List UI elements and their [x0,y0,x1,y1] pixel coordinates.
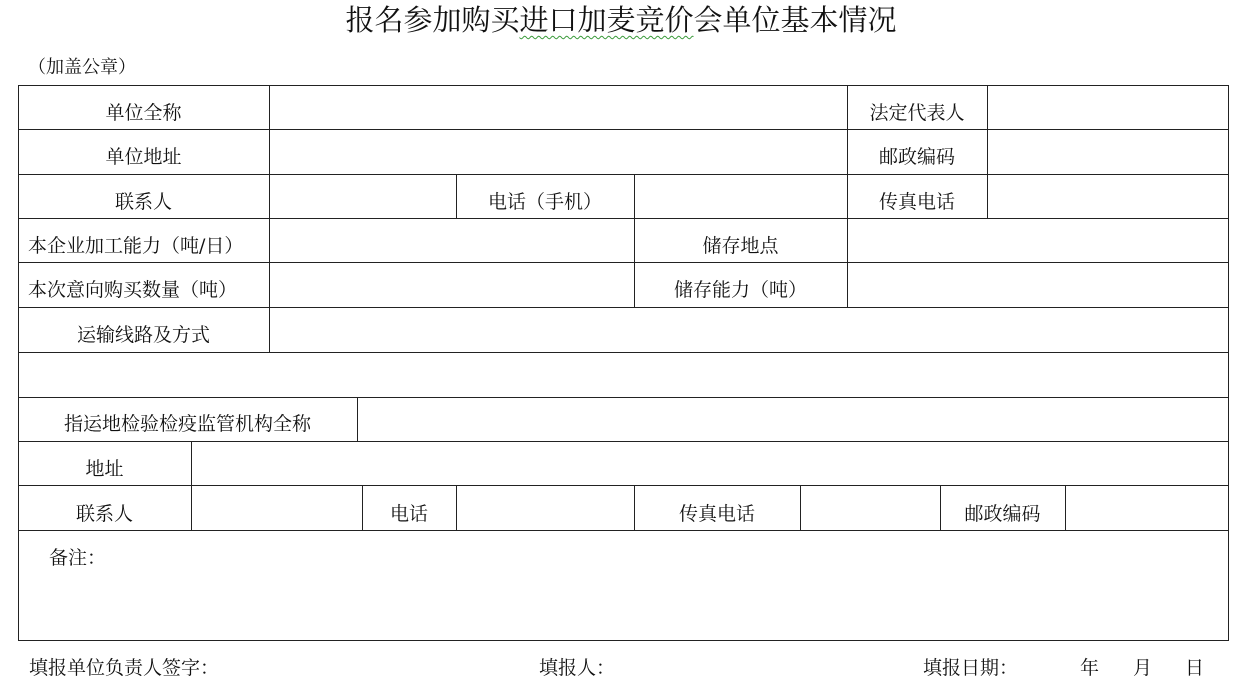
purchase-quantity-field[interactable] [270,263,634,307]
remarks-label: 备注： [49,547,107,569]
postal-code-label: 邮政编码 [878,146,955,168]
fax-field[interactable] [988,175,1228,218]
page-title [0,0,1242,40]
date-label: 填报日期： [923,657,1019,679]
processing-capacity-label: 本企业加工能力（吨/日） [28,235,244,257]
table-border-bottom [18,640,1229,641]
fax-label: 传真电话 [878,191,955,213]
transport-route-field[interactable] [270,308,1228,352]
storage-location-field[interactable] [848,219,1228,262]
title-part-3: 会单位基本情况 [693,3,897,37]
registration-form-table [18,85,1229,641]
agency-contact-field[interactable] [192,486,362,530]
storage-location-label: 储存地点 [702,235,779,257]
date-year-label: 年 [1080,657,1100,679]
date-month-label: 月 [1133,657,1153,679]
unit-full-name-field[interactable] [270,86,847,129]
title-part-1: 报名参加购买 [345,3,520,37]
unit-address-label: 单位地址 [105,146,182,168]
inspection-agency-field[interactable] [358,398,1228,441]
unit-address-field[interactable] [270,130,847,174]
agency-fax-label: 传真电话 [678,503,755,525]
date-day-label: 日 [1185,657,1205,679]
filler-label: 填报人： [539,657,616,679]
contact-person-field[interactable] [270,175,456,218]
remarks-field[interactable] [19,531,1228,640]
agency-postal-code-label: 邮政编码 [964,503,1041,525]
phone-mobile-field[interactable] [635,175,847,218]
agency-address-field[interactable] [192,442,1228,485]
agency-postal-code-field[interactable] [1066,486,1228,530]
table-border-right [1228,85,1229,641]
agency-phone-label: 电话 [389,503,428,525]
agency-fax-field[interactable] [801,486,940,530]
transport-route-label: 运输线路及方式 [76,324,210,346]
agency-address-label: 地址 [85,458,124,480]
contact-person-label: 联系人 [114,191,172,213]
seal-note: （加盖公章） [28,57,136,78]
legal-representative-label: 法定代表人 [869,102,965,124]
postal-code-field[interactable] [988,130,1228,174]
agency-phone-field[interactable] [457,486,634,530]
title-part-2: 进口加麦竞价 [519,3,694,37]
inspection-agency-label: 指运地检验检疫监管机构全称 [63,413,311,435]
phone-mobile-label: 电话（手机） [487,191,602,213]
unit-full-name-label: 单位全称 [105,102,182,124]
legal-representative-field[interactable] [988,86,1228,129]
storage-capacity-label: 储存能力（吨） [673,279,807,301]
processing-capacity-field[interactable] [270,219,634,262]
transport-route-extra-field[interactable] [19,353,1228,397]
storage-capacity-field[interactable] [848,263,1228,307]
agency-contact-label: 联系人 [75,503,133,525]
purchase-quantity-label: 本次意向购买数量（吨） [28,279,238,301]
signature-label: 填报单位负责人签字： [29,657,220,679]
